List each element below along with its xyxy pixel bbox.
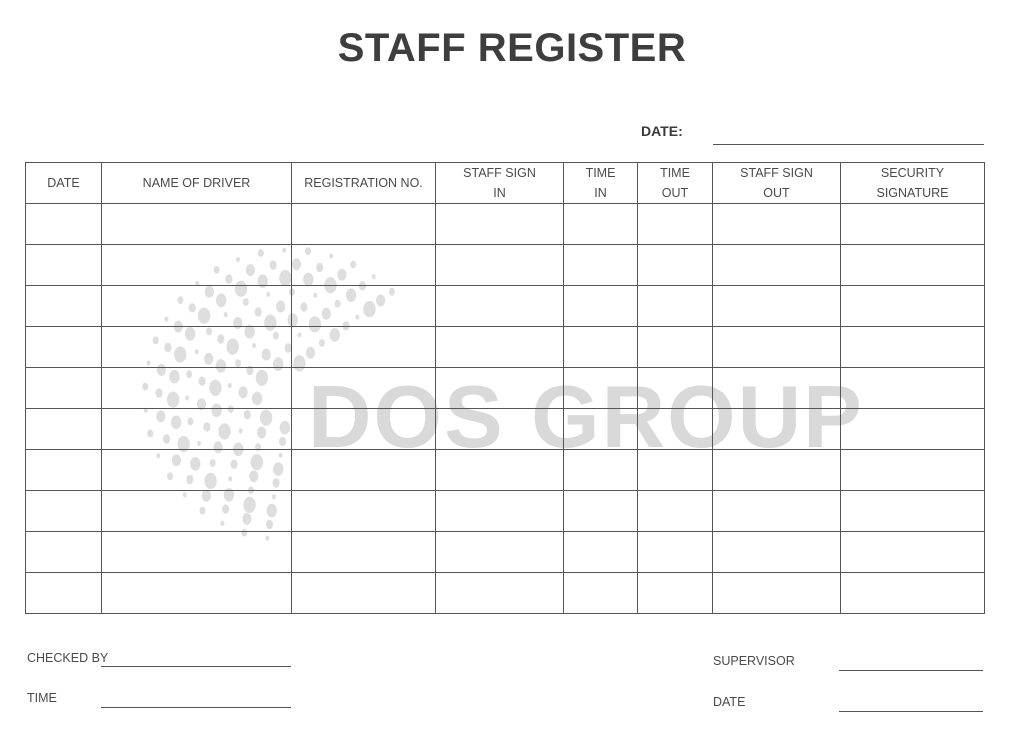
table-cell[interactable]: [292, 327, 436, 368]
table-cell[interactable]: [841, 327, 985, 368]
table-cell[interactable]: [713, 327, 841, 368]
table-cell[interactable]: [713, 368, 841, 409]
table-cell[interactable]: [564, 532, 638, 573]
table-cell[interactable]: [713, 409, 841, 450]
table-cell[interactable]: [638, 368, 713, 409]
table-cell[interactable]: [102, 286, 292, 327]
table-row: [26, 573, 985, 614]
table-cell[interactable]: [638, 327, 713, 368]
table-cell[interactable]: [436, 368, 564, 409]
table-cell[interactable]: [841, 245, 985, 286]
table-cell[interactable]: [638, 409, 713, 450]
time-label: TIME: [27, 691, 57, 705]
table-cell[interactable]: [713, 491, 841, 532]
table-cell[interactable]: [436, 573, 564, 614]
column-header-registration-no: REGISTRATION NO.: [292, 163, 436, 204]
table-cell[interactable]: [26, 327, 102, 368]
supervisor-label: SUPERVISOR: [713, 654, 795, 668]
table-cell[interactable]: [436, 245, 564, 286]
page-title: STAFF REGISTER: [337, 26, 687, 70]
table-cell[interactable]: [292, 245, 436, 286]
table-cell[interactable]: [292, 409, 436, 450]
table-cell[interactable]: [638, 573, 713, 614]
table-cell[interactable]: [102, 245, 292, 286]
table-cell[interactable]: [564, 286, 638, 327]
checked-by-label: CHECKED BY: [27, 651, 109, 665]
table-cell[interactable]: [26, 491, 102, 532]
table-cell[interactable]: [564, 245, 638, 286]
table-cell[interactable]: [292, 450, 436, 491]
table-header-row: [26, 163, 985, 204]
table-cell[interactable]: [292, 368, 436, 409]
table-cell[interactable]: [102, 368, 292, 409]
time-field[interactable]: [101, 707, 291, 708]
table-cell[interactable]: [26, 286, 102, 327]
table-cell[interactable]: [841, 368, 985, 409]
column-header-staff-sign-in: STAFF SIGN IN: [436, 163, 564, 204]
table-row: [26, 368, 985, 409]
table-cell[interactable]: [102, 204, 292, 245]
table-row: [26, 286, 985, 327]
table-cell[interactable]: [841, 204, 985, 245]
table-cell[interactable]: [26, 368, 102, 409]
table-cell[interactable]: [102, 573, 292, 614]
table-cell[interactable]: [713, 532, 841, 573]
table-cell[interactable]: [713, 245, 841, 286]
table-cell[interactable]: [292, 204, 436, 245]
table-cell[interactable]: [292, 532, 436, 573]
table-cell[interactable]: [713, 204, 841, 245]
table-cell[interactable]: [564, 368, 638, 409]
footer-date-field[interactable]: [839, 711, 983, 712]
table-cell[interactable]: [638, 204, 713, 245]
table-cell[interactable]: [292, 491, 436, 532]
table-row: [26, 409, 985, 450]
table-cell[interactable]: [102, 532, 292, 573]
table-cell[interactable]: [564, 409, 638, 450]
table-cell[interactable]: [26, 245, 102, 286]
table-cell[interactable]: [26, 573, 102, 614]
table-cell[interactable]: [292, 286, 436, 327]
table-cell[interactable]: [436, 450, 564, 491]
table-cell[interactable]: [841, 532, 985, 573]
table-cell[interactable]: [292, 573, 436, 614]
table-cell[interactable]: [564, 573, 638, 614]
column-header-name-of-driver: NAME OF DRIVER: [102, 163, 292, 204]
column-header-time-out: TIME OUT: [638, 163, 713, 204]
table-cell[interactable]: [26, 409, 102, 450]
table-cell[interactable]: [638, 450, 713, 491]
table-cell[interactable]: [564, 204, 638, 245]
header-date-field[interactable]: [713, 144, 984, 145]
table-row: [26, 245, 985, 286]
table-cell[interactable]: [841, 491, 985, 532]
table-cell[interactable]: [102, 450, 292, 491]
table-row: [26, 204, 985, 245]
table-cell[interactable]: [713, 450, 841, 491]
table-cell[interactable]: [26, 450, 102, 491]
table-row: [26, 491, 985, 532]
register-table: [25, 162, 985, 614]
column-header-security-signature: SECURITY SIGNATURE: [841, 163, 985, 204]
table-cell[interactable]: [638, 245, 713, 286]
table-cell[interactable]: [638, 532, 713, 573]
table-cell[interactable]: [638, 491, 713, 532]
watermark-text: DOS GROUP: [308, 367, 864, 466]
column-header-staff-sign-out: STAFF SIGN OUT: [713, 163, 841, 204]
table-row: [26, 450, 985, 491]
table-cell[interactable]: [713, 286, 841, 327]
column-header-time-in: TIME IN: [564, 163, 638, 204]
table-cell[interactable]: [564, 450, 638, 491]
table-cell[interactable]: [436, 327, 564, 368]
table-row: [26, 327, 985, 368]
footer-date-label: DATE: [713, 695, 746, 709]
table-cell[interactable]: [436, 204, 564, 245]
table-cell[interactable]: [436, 532, 564, 573]
table-cell[interactable]: [564, 327, 638, 368]
table-cell[interactable]: [841, 286, 985, 327]
register-table-body: [26, 204, 985, 614]
table-cell[interactable]: [564, 491, 638, 532]
table-cell[interactable]: [102, 491, 292, 532]
table-cell[interactable]: [841, 409, 985, 450]
table-cell[interactable]: [102, 327, 292, 368]
table-cell[interactable]: [713, 573, 841, 614]
table-cell[interactable]: [26, 532, 102, 573]
table-row: [26, 532, 985, 573]
header-date-label: DATE:: [641, 123, 683, 139]
table-cell[interactable]: [436, 491, 564, 532]
table-cell[interactable]: [436, 286, 564, 327]
table-cell[interactable]: [841, 450, 985, 491]
table-cell[interactable]: [436, 409, 564, 450]
column-header-date: DATE: [26, 163, 102, 204]
checked-by-field[interactable]: [101, 666, 291, 667]
table-cell[interactable]: [638, 286, 713, 327]
table-cell[interactable]: [26, 204, 102, 245]
table-cell[interactable]: [841, 573, 985, 614]
supervisor-field[interactable]: [839, 670, 983, 671]
table-cell[interactable]: [102, 409, 292, 450]
